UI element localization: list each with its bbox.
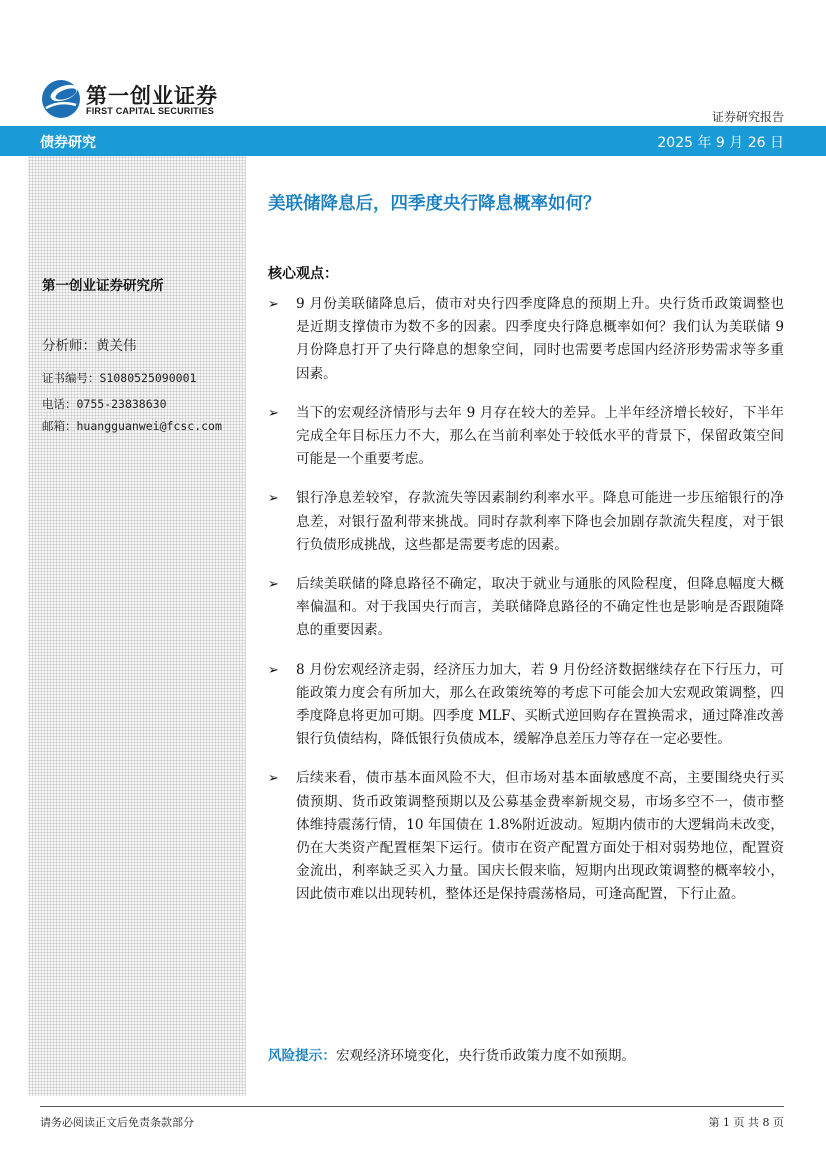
header-band bbox=[0, 126, 826, 156]
list-item bbox=[268, 767, 784, 906]
bullet-text: 后续美联储的降息路径不确定，取决于就业与通胀的风险程度，但降息幅度大概率偏温和。对于我国央行而言，美联储降息路径的不确定性也是影响是否跟随降息的重要因素。 bbox=[296, 576, 784, 639]
footer-disclaimer: 请务必阅读正文后免责条款部分 bbox=[40, 1116, 194, 1129]
arrow-bullet-icon: ➢ bbox=[268, 662, 279, 678]
bullet-text: 当下的宏观经济情形与去年 9 月存在较大的差异。上半年经济增长较好，下半年完成全年目标压力不大，那么在当前利率处于较低水平的背景下，保留政策空间可能是一个重要考虑。 bbox=[296, 404, 784, 468]
logo-text-en: FIRST CAPITAL SECURITIES bbox=[86, 106, 214, 116]
arrow-bullet-icon: ➢ bbox=[268, 577, 279, 593]
list-item bbox=[268, 573, 784, 643]
arrow-bullet-icon: ➢ bbox=[268, 491, 279, 507]
section-label: 债券研究 bbox=[40, 135, 96, 151]
bullet-text: 8 月份宏观经济走弱，经济压力加大，若 9 月份经济数据继续存在下行压力，可能政策力度会有所加大，那么在政策统筹的考虑下可能会加大宏观政策调整，四季度降息将更加可期。四季度 MLF、买断式逆回购存在置换需求，通过降准改善银行负债结构，降低银行负债成本，缓解净息差压力等存在一定必要性。 bbox=[296, 661, 784, 748]
risk-text: 宏观经济环境变化，央行货币政策力度不如预期。 bbox=[335, 1048, 636, 1064]
license-number: 证书编号：S1080525090001 bbox=[42, 371, 197, 385]
risk-label: 风险提示： bbox=[268, 1048, 336, 1064]
footer-divider bbox=[40, 1106, 784, 1107]
risk-warning bbox=[268, 1044, 635, 1064]
analyst-name: 分析师：黄关伟 bbox=[42, 338, 137, 354]
list-item bbox=[268, 659, 784, 752]
company-logo bbox=[40, 78, 240, 120]
arrow-bullet-icon: ➢ bbox=[268, 297, 279, 312]
bullet-text: 后续来看，债市基本面风险不大，但市场对基本面敏感度不高，主要围绕央行买债预期、货币政策调整预期以及公募基金费率新规交易，市场多空不一，债市整体维持震荡行情，10 年国债在 1.8%附近波动。短期内债市的大逻辑尚未改变，仍在大类资产配置框架下运行。债市在资产配置方面处于相对弱势地位，配置资金流出，利率缺乏买入力量。国庆长假来临，短期内出现政策调整的概率较小，因此债市难以出现转机，整体还是保持震荡格局，可逢高配置，下行止盈。 bbox=[296, 770, 784, 903]
phone-number: 电话：0755-23838630 bbox=[42, 397, 167, 411]
globe-logo-icon bbox=[40, 78, 82, 120]
report-title: 美联储降息后，四季度央行降息概率如何？ bbox=[268, 194, 601, 214]
arrow-bullet-icon: ➢ bbox=[268, 405, 279, 421]
core-views-list bbox=[268, 293, 784, 923]
report-date: 2025 年 9 月 26 日 bbox=[657, 135, 784, 151]
page-number: 第 1 页 共 8 页 bbox=[708, 1116, 784, 1129]
list-item bbox=[268, 402, 784, 472]
sidebar bbox=[28, 156, 246, 1096]
report-type: 证券研究报告 bbox=[711, 110, 784, 124]
list-item bbox=[268, 487, 784, 557]
bullet-text: 银行净息差较窄，存款流失等因素制约利率水平。降息可能进一步压缩银行的净息差，对银行盈利带来挑战。同时存款利率下降也会加剧存款流失程度，对于银行负债形成挑战，这些都是需要考虑的因素。 bbox=[296, 490, 784, 553]
logo-text-cn: 第一创业证券 bbox=[86, 84, 218, 108]
institute-name: 第一创业证券研究所 bbox=[42, 278, 164, 294]
email-address: 邮箱：huangguanwei@fcsc.com bbox=[42, 419, 222, 433]
bullet-text: 9 月份美联储降息后，债市对央行四季度降息的预期上升。央行货币政策调整也是近期支撑债市为数不多的因素。四季度央行降息概率如何？我们认为美联储 9 月份降息打开了央行降息的想象空间，同时也需要考虑国内经济形势需求等多重因素。 bbox=[296, 296, 784, 382]
core-views-heading: 核心观点： bbox=[268, 266, 338, 282]
list-item bbox=[268, 293, 784, 386]
arrow-bullet-icon: ➢ bbox=[268, 771, 279, 787]
